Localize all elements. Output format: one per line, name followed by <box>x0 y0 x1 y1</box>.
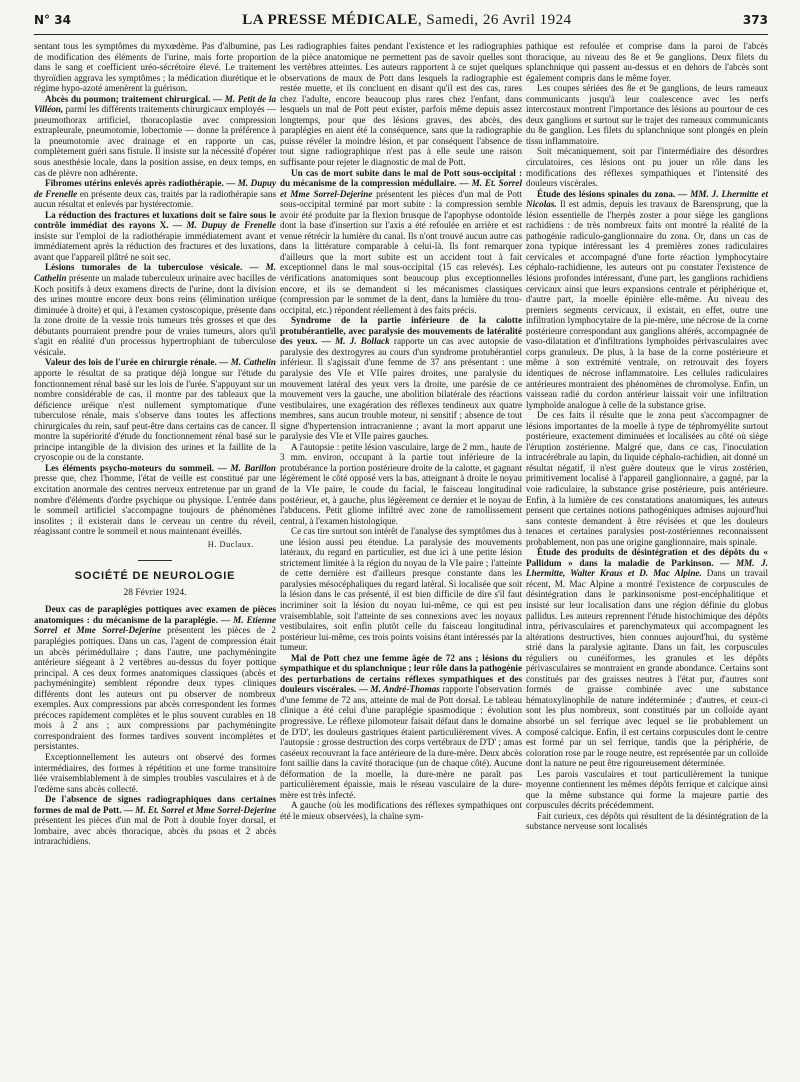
article-author: M. Et. Sorrel et Mme Sorrel-Dejerine <box>135 804 276 815</box>
paragraph: A l'autopsie : petite lésion vasculaire, large de 2 mm., haute de 3 mm. environ, occupant à la partie tout inférieure de la protubérance la portion postérieure droite de la calotte, et gagnant légèrement le côté opposé vers la bas, atteignant à droite le noyau de la VIe paire, le coude du facial, le faisceau longitudinal postérieur, et, à gauche, plus légèrement ce dernier et le noyau de l'abducens. Petit gliome infiltré avec zone de ramollissement central, à l'examen histologique. <box>280 441 522 526</box>
section-divider <box>138 560 172 561</box>
page-number: 373 <box>742 13 768 27</box>
article-heading: Lésions tumorales de la tuberculose vésicale. — <box>45 262 259 273</box>
article-body: parmi les différents traitements chirurgicaux employés — pneumothorax artificiel, thoracoplastie avec compression extrapleurale, pneumotomie, lobectomie — donne la préférence à la pneumotomie avec drainage et en rapporte un cas, complètement guéri sans fistule. Il insiste sur la nécessité d'opérer sous anesthésie locale, dans la position assise, en deux temps, en cas de plèvre non adhérente. <box>34 104 276 178</box>
article-paragraph <box>526 547 768 768</box>
article-paragraph <box>280 315 522 442</box>
paragraph: Les coupes sériées des 8e et 9e ganglions, de leurs rameaux communicants jusqu'à leur coalescence avec les nerfs intercostaux montrent l'importance des lésions au pourtour de ces deux ganglions et surtout sur le trajet des rameaux communicants du 8e ganglion. Les filets du splanchnique sont plongés en plein tissu inflammatoire. <box>526 83 768 146</box>
paragraph: pathique est refoulée et comprise dans la paroi de l'abcès thoracique, au niveau des 8e et 9e ganglions. Deux filets du splanchnique qui passent au-dessus et en dehors de l'abcès sont également compris dans le même foyer. <box>526 41 768 83</box>
article-author: M. Cathelin <box>230 357 276 368</box>
article-author: M. Petit de la Villéon, <box>34 93 276 115</box>
article-author: MM. J. Lhermitte et Nicolas. <box>526 188 768 210</box>
article-author: M. Barillon <box>230 462 276 473</box>
article-body: en présente deux cas, traités par la radiothérapie sans aucun résultat et enlevés par hystérectomie. <box>34 188 276 210</box>
journal-title <box>242 12 571 29</box>
signature: H. Duclaux. <box>207 539 254 549</box>
issue-number: N° 34 <box>34 13 71 27</box>
article-body: présentent les pièces de 2 paraplégies pottiques. Dans un cas, l'agent de compression était un abcès périmédullaire ; dans l'autre, une pachyméningite antérieure siégeant à 2 vertèbres au-dessus du foyer pottique principal. A ces deux formes anatomiques classiques (abcès et pachyméningite) semblent répondre deux types cliniques différents dont les auteurs ont pu observer de nombreux exemples. Aux compressions par abcès correspondent les formes précoces rapidement complètes et le plus souvent curables en 18 mois à 2 ans ; aux compressions par pachyméningite correspondraient des formes tardives souvent incomplètes et persistantes. <box>34 625 276 752</box>
article-body: présente un malade tuberculeux urinaire avec bacilles de Koch positifs à deux examens directs de l'urine, dont la division des urines montre encore deux bons reins (élimination uréique diminuée à droite) et qui, à l'examen cystoscopique, présente dans la zone droite de la vessie trois tumeurs très grosses et que des débutants pourraient prendre pour de vraies tumeurs, alors qu'il s'agit en réalité d'un processus hypertrophiant de tuberculose vésicale. <box>34 273 276 357</box>
article-author: M. Et. Sorrel et Mme Sorrel-Dejerine <box>280 178 522 199</box>
article-heading: Un cas de mort subite dans le mal de Pott sous-occipital : du mécanisme de la compression médullaire. — <box>280 167 522 189</box>
article-body: rapporte l'observation d'une femme de 72 ans, atteinte de mal de Pott dorsal. Le tableau clinique a été celui d'une paraplégie spasmodique : évolution progressive. Le réflexe pilomoteur faisait défaut dans le domaine de D'D', les douleurs gastriques étaient particulièrement vives. A l'autopsie : grosse destruction des corps vertébraux de D'D' ; amas caséeux recouvrant la face antérieure de la dure-mère. Deux abcès font saillie dans la cavité thoracique (un de chaque côté). Aucune déformation de la moelle, la dure-mère ne paraît pas particulièrement épaissie, mais le réseau vasculaire de la dure-mère est très infecté. <box>280 684 522 800</box>
paragraph: Exceptionnellement les auteurs ont observé des formes intermédiaires, des formes à répétition et une forme transitoire liée vraisemblablement à de simples troubles vasculaires et à de l'œdème sans abcès collecté. <box>34 752 276 794</box>
paragraph: A gauche (où les modifications des réflexes sympathiques ont été le mieux observées), la chaîne sym- <box>280 800 522 821</box>
column-right <box>526 41 768 1077</box>
article-heading: Étude des lésions spinales du zona. — <box>537 188 688 199</box>
article-paragraph <box>34 794 276 847</box>
article-author: M. Dupuy de Frenelle <box>34 178 276 199</box>
article-body: rapporte un cas avec autopsie de paralysie des dextrogyres au cours d'un syndrome protubérantiel inférieur. Il s'agissait d'une femme de 37 ans présentant : une paralysie des VIe et VIIe paires droites, une paralysie du mouvement latéral des yeux vers la droite, une parésie de ce mouvement vers la gauche, une abolition bilatérale des réactions vestibulaires, une exagération des réflexes tendineux aux quatre membres, sans aucun trouble moteur, ni sensitif ; absence de tout signe d'hypertension intracranienne ; avant la mort apparut une paralysie des VIe et VIIe paires gauches. <box>280 336 522 442</box>
issue-date: , Samedi, 26 Avril 1924 <box>417 12 572 28</box>
article-heading: La réduction des fractures et luxations doit se faire sous le contrôle immédiat des rayons X. — <box>34 209 276 231</box>
paragraph: Fait curieux, ces dépôts qui résultent de la désintégration de la substance nerveuse sont localisés <box>526 810 768 832</box>
society-heading: SOCIÉTÉ DE NEUROLOGIE <box>74 570 236 583</box>
article-paragraph <box>526 189 768 410</box>
article-author: M. Cathelin <box>34 262 276 284</box>
article-body: presse que, chez l'homme, l'état de veille est constitué par une excitation anormale des centres nerveux entretenue par un grand nombre d'éléments d'ordre psychique ou physique. L'entrée dans le sommeil artificiel s'accompagne toujours de phénomènes insolites ; il existerait dans le cerveau un centre du réveil, réagissant contre le sommeil et nous maintenant éveillés. <box>34 473 276 537</box>
paragraph: De ces faits il résulte que le zona peut s'accompagner de lésions importantes de la moelle à type de téphromyélite surtout postérieure, exactement diminuées et localisées au côté où siège l'éruption zostérienne. Malgré que, dans ce cas, l'inoculation intracérébrale au lapin, du liquide céphalo-rachidien, ait donné un résultat négatif, il n'est guère douteux que le virus zostérien, primitivement localisé à l'appareil ganglionnaire, a gagné, par la voie radiculaire, la substance grise postérieure, puis antérieure. Enfin, à la lumière de ces constatations anatomiques, les auteurs pensent que certaines notions pathogéniques admises aujourd'hui sans conteste demandent à être révisées et que les douleurs tenaces et certaines paralysies post-zostériennes reconnaissent probablement, non pas une origine ganglionnaire, mais spinale. <box>526 410 768 547</box>
article-heading: Fibromes utérins enlevés après radiothérapie. — <box>45 178 236 189</box>
article-paragraph <box>34 262 276 357</box>
article-author: M. André-Thomas <box>370 684 440 695</box>
column-left <box>34 41 276 1077</box>
article-author: M. Dupuy de Frenelle <box>186 220 276 231</box>
page-header <box>34 12 768 35</box>
article-heading: Mal de Pott chez une femme âgée de 72 ans ; lésions du sympathique et du splanchnique ; leur rôle dans la pathogénie des perturbations de certains réflexes sympathiques et des douleurs viscérales. — <box>280 652 522 695</box>
article-paragraph <box>34 210 276 263</box>
article-author: M. J. Bollack <box>335 336 390 347</box>
article-paragraph <box>34 178 276 210</box>
article-paragraph <box>34 357 276 462</box>
article-body: présentent les pièces d'un mal de Pott sous-occipital terminé par mort subite : la compression semble avoir été produite par la flexion brusque de l'apophyse odontoïde dont la base d'insertion sur l'axis a été refoulée en arrière et est venue rétrécir la lumière du canal. Ils n'ont trouvé aucun autre cas dans la littérature comparable à celui-là. Ils font remarquer d'ailleurs que la mort subite est un accident tout à fait exceptionnel dans le mal sous-occipital (15 cas relevés). Les vérifications anatomiques sont beaucoup plus exceptionnelles encore, et ils se demandent si les mécanismes classiques (compression par le sommet de la dent, dans la lumière du trou-occipital, etc.) répondent réellement à des faits précis. <box>280 188 522 315</box>
paragraph: Les parois vasculaires et tout particulièrement la tunique moyenne contiennent les mêmes dépôts ferrique et calcique ainsi que la même substance qui forme la majeure partie des corpuscules décrits précédemment. <box>526 768 768 811</box>
column-middle <box>280 41 522 1077</box>
article-heading: Étude des produits de désintégration et des dépôts du « Pallidum » dans la maladie de Parkinson. — <box>526 547 768 568</box>
article-body: Il est admis, depuis les travaux de Barensprung, que la lésion essentielle de l'herpès zoster a pour siège les ganglions rachidiens : de très nombreux faits ont montré la réalité de la pathogénie radiculo-ganglionnaire du zona. Or, dans un cas de zona typique intéressant les 4 premières zones radiculaires cervicales et accompagné d'une forte réaction lymphocytaire céphalo-rachidienne, les auteurs ont pu constater l'existence de lésions profondes intéressant, d'une part, les ganglions rachidiens cervicaux ainsi que leurs expansions centrale et périphérique et, d'autre part, la moelle épinière elle-même. Au niveau des premiers segments cervicaux, il existait, en effet, outre une infiltration lymphocytaire de la pie-mère, une nécrose de la corne postérieure correspondant aux ganglions altérés, accompagnée de vaso-dilatation et d'infiltrations lymphoïdes périvasculaires avec corps granuleux. De plus, à la base de la corne postérieure et même à son extrémité ventrale, on retrouvait des foyers identiques de nécrose inflammatoire. Les cellules radiculaires antérieures montraient des phénomènes de chromolyse. Enfin, un vaisseau radié du cordon antérieur laissait voir une infiltration lymphoïde analogue à celle de la substance grise. <box>526 199 768 410</box>
article-body: insiste sur l'emploi de la radiothérapie immédiatement avant et immédiatement après la réduction des fractures et des luxations, avant que l'appareil plâtré ne soit sec. <box>34 230 276 262</box>
article-heading: Abcès du poumon; traitement chirurgical. — <box>45 93 223 104</box>
paragraph: Les radiographies faites pendant l'existence et les radiographies de la pièce anatomique ne permettent pas de savoir quelles sont les vertèbres atteintes. Les auteurs rapportent à ce sujet quelques observations de maux de Pott dans lesquels la radiographie est restée muette, et ils concluent en disant qu'il est des cas, rares chez l'adulte, encore beaucoup plus rares chez l'enfant, dans lesquels un mal de Pott peut exister, parfois même depuis assez longtemps, pour que des lésions graves, des abcès, des paraplégies en aient été la conséquence, sans que la radiographie puisse révéler la moindre lésion, et par conséquent l'absence de tout signe radiographique n'est pas à elle seule une raison suffisante pour rejeter le diagnostic de mal de Pott. <box>280 41 522 168</box>
article-paragraph <box>280 653 522 801</box>
article-author: M. Etienne Sorrel et Mme Sorrel-Dejerine <box>34 614 276 636</box>
article-paragraph <box>34 604 276 752</box>
article-heading: Valeur des lois de l'urée en chirurgie rénale. — <box>45 357 229 368</box>
article-body: apporte le résultat de sa pratique déjà longue sur l'étude du fonctionnement rénal basé sur les lois de l'urée. S'appuyant sur un nombre considérable de cas, il montre par des tableaux que la déficience uréique n'est nullement symptomatique d'une tuberculose rénale, mais s'observe dans toutes les affections chirurgicales du rein, sauf peut-être dans certains cas de cancer. Il montre la supériorité d'étude du fonctionnement rénal basé sur le principe intangible de la division des urines et la faillite de la cryoscopie ou de la constante. <box>34 367 276 463</box>
article-heading: Les éléments psycho-moteurs du sommeil. — <box>45 462 227 473</box>
paragraph: Soit mécaniquement, soit par l'intermédiaire des désordres circulatoires, ces lésions ont pu jouer un rôle dans les modifications des réflexes sympathiques et l'intensité des douleurs viscérales. <box>526 146 768 189</box>
paragraph: sentant tous les symptômes du myxœdème. Pas d'albumine, pas de modification des éléments de l'urine, mais forte proportion dans le sang et coefficient uréo-sécrétoire élevé. Le traitement thyroïdien aggrava les symptômes ; la médication diurétique et le régime hypo-azoté amenèrent la guérison. <box>34 41 276 94</box>
article-paragraph <box>34 463 276 537</box>
journal-name: LA PRESSE MÉDICALE <box>242 12 418 28</box>
article-body: Dans un travail récent, M. Mac Alpine a montré l'existence de corpuscules de désintégration dans le parkinsonisme post-encéphalitique et insisté sur leur localisation dans une région définie du globus pallidus. Les auteurs reprennent l'étude histochimique des dépôts intra, périvasculaires et parenchymateux qui accompagnent les altérations destructives, bien connues aujourd'hui, du système strié dans la paralysie agitante. Dans un fait, les corpuscules réguliers ou cunéiformes, les granules et les dépôts périvasculaires se montraient en grande abondance. Certains sont constitués par des graisses neutres à l'état pur, d'autres sont formés de graisse combinée avec une substance hématoxylinophile de nature indéterminée ; d'autres, et ceux-ci sont les plus nombreux, sont constitués par un colloïde ayant absorbé un sel ferrique avec lequel se lie probablement un composé calcique. Enfin, il est certains corpuscules dont le centre est formé par un sel ferrique, tandis que la périphérie, de coloration rose par le rouge neutre, est représentée par un colloïde dont la nature ne peut être rigoureusement déterminée. <box>526 568 768 769</box>
paragraph: Ce cas tire surtout son intérêt de l'analyse des symptômes dus à une lésion aussi peu étendue. La paralysie des mouvements latéraux, du regard en particulier, est due ici à une petite lésion strictement limitée à la région du noyau de la VIe paire ; l'atteinte de cette dernière est d'ailleurs presque constante dans les paralysies mésocéphaliques du regard latéral. Si localisée que soit la lésion dans le cas présenté, il est bien difficile de dire s'il faut incriminer soit la lésion du noyau lui-même, ce qui est peu vraisemblable, soit l'atteinte de ses connexions avec les noyaux vestibulaires, soit enfin plutôt celle du faisceau longitudinal postérieur lui-même, ces trois points voisins étant intéressés par la tumeur. <box>280 526 522 653</box>
article-paragraph <box>34 94 276 178</box>
article-heading: De l'absence de signes radiographiques dans certaines formes de mal de Pott. — <box>34 794 276 815</box>
article-heading: Syndrome de la partie inférieure de la calotte protubérantielle, avec paralysie des mouvements de latéralité des yeux. — <box>280 315 522 347</box>
session-date: 28 Février 1924. <box>123 587 187 598</box>
article-body: présentent les pièces d'un mal de Pott à double foyer dorsal, et lombaire, avec abcès thoracique, abcès du psoas et 2 abcès intrarachidiens. <box>34 815 276 847</box>
article-author: MM. J. Lhermitte, Walter Kraus et D. Mac Alpine. <box>526 557 768 579</box>
article-paragraph <box>280 168 522 316</box>
article-heading: Deux cas de paraplégies pottiques avec examen de pièces anatomiques : du mécanisme de la paraplégie. — <box>34 604 276 625</box>
